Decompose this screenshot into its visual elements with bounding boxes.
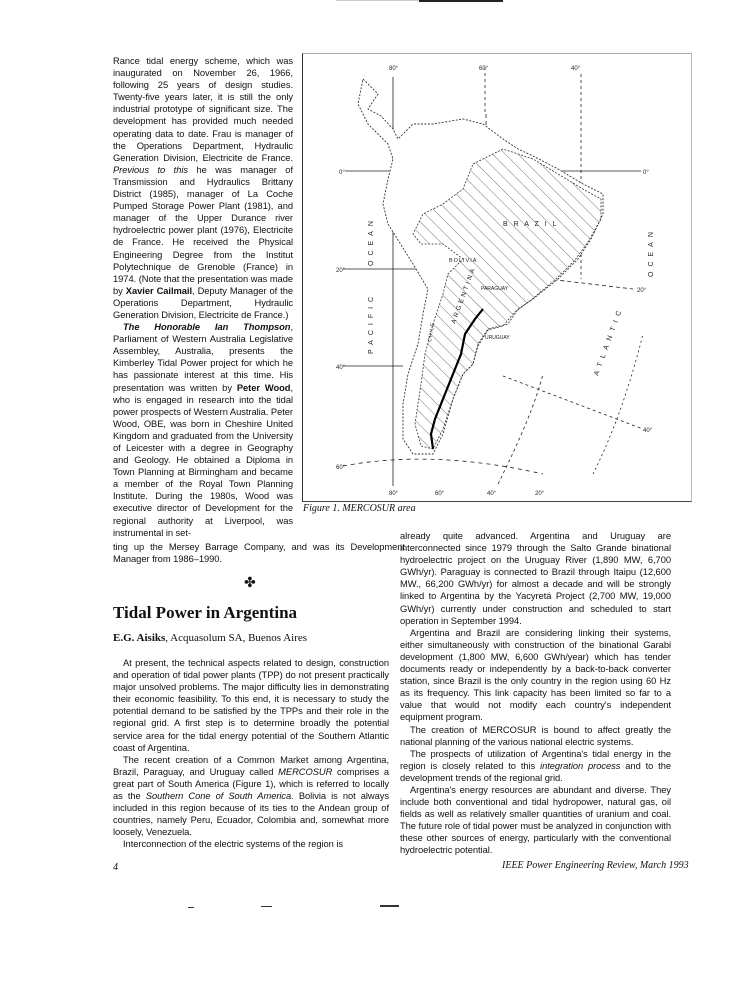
page-number: 4 (113, 862, 118, 873)
lat-label: 40° (336, 365, 346, 371)
lat-label: 0° (643, 170, 649, 176)
scan-edge-mark (336, 0, 419, 1)
lon-label: 20° (535, 491, 545, 497)
ocean-label-atlantic: ATLANTIC (593, 305, 625, 377)
bio-paragraph-frau: Rance tidal energy scheme, which was inaugurated on November 26, 1966, following 25 years of design studies. Twenty-five years later, it is still the only industrial prototype of significant size. The development has provided much needed operating data to date. Frau is manager of the Operations Department, Hydraulic Generation Division, Electricite de France. Previous to this he was manager of Transmission and Hydraulics Brittany District (1985), manager of La Coche Pumped Storage Power Plant (1981), and manager of the Upper Durance river hydroelectric power plant (1976), Electricite de France. He received the Physical Engineering Degree from the Institut Polytechnique de Grenoble (France) in 1974. (Note that the presentation was made by Xavier Cailmail, Deputy Manager of the Operations Department, Hydraulic Generation Division, Electricite de France.) (113, 56, 293, 320)
scan-edge-mark (261, 906, 272, 907)
bio-column (113, 55, 293, 539)
presenter-name: The Honorable Ian Thompson (123, 322, 291, 333)
lat-label: 0° (339, 170, 345, 176)
article-title: Tidal Power in Argentina (113, 603, 298, 622)
section-ornament: ✤ (244, 574, 256, 590)
paragraph: Argentina's energy resources are abundant and diverse. They include both conventional and tidal hydropower, natural gas, oil fields as well as relatively smaller quantities of uranium and coal. The future role of tidal power must be analyzed in conjunction with these other sources of energy, particularly with the conventional hydroelectric potential. (400, 784, 671, 856)
lat-label: 20° (336, 268, 346, 274)
country-label-chile: CHILE (427, 321, 437, 343)
ocean-label-pacific: PACIFIC (368, 291, 375, 354)
lat-label: 60° (336, 465, 346, 471)
paragraph: already quite advanced. Argentina and Uruguay are interconnected since 1979 through the Salto Grande binational hydroelectric project on the Uruguay River (1,890 MW, 6,700 GWh/yr). Paraguay is connected to Brazil through Itaipu (12,600 MW., 66,200 GWh/yr) for almost a decade and will be strongly linked to Argentina by the Yacyretá Project (2,700 MW, 19,000 GWh/yr) currently under construction and scheduled to start operation in September 1994. (400, 531, 671, 626)
paragraph: At present, the technical aspects related to design, construction and operation of tidal power plants (TPP) do not present practically major unsolved problems. The major difficulty lies in demonstrating their economic feasibility. To this end, it is necessary to study the potential demand to be satisfied by the TPPs and their role in the regional grid. A first step is to determine broadly the potential service area for the tidal energy potential of the Southern Atlantic coast of Argentina. (113, 658, 389, 753)
lon-label: 80° (389, 491, 399, 497)
country-label-brazil: B R A Z I L (503, 221, 559, 228)
scan-edge-mark (188, 907, 194, 908)
map-graphic (303, 54, 691, 501)
bio-paragraph-thompson: The Honorable Ian Thompson, Parliament of Western Australia Legislative Assembley, Australia, presents the Kimberley Tidal Power project for which he has passionate interest at this time. His presentation was written by Peter Wood, who is engaged in research into the tidal power prospects of Western Australia. Peter Wood, OBE, was born in Cheshire United Kingdom and graduated from the University of Leicester with a degree in Geography and Geology. He obtained a Diploma in Town Planning at Birmingham and became a member of the Royal Town Planning Institute. During the 1980s, Wood was executive director of Development for the regional authority at Liverpool, was instrumental in set- (113, 322, 293, 538)
country-label-argentina: ARGENTINA (450, 265, 478, 325)
scan-edge-mark (380, 905, 399, 907)
paragraph: The creation of MERCOSUR is bound to affect greatly the national planning of the various national electric systems. (400, 724, 671, 747)
scan-edge-mark (419, 0, 503, 2)
bio-continuation: ting up the Mersey Barrage Company, and was its Development Manager from 1986–1990. (113, 542, 405, 565)
author-name: Peter Wood (236, 382, 291, 393)
article-left-column (113, 657, 389, 851)
country-label-paraguay: PARAGUAY (481, 286, 509, 292)
lat-label: 20° (637, 288, 647, 294)
figure-caption: Figure 1. MERCOSUR area (303, 503, 416, 514)
lon-label: 40° (487, 491, 497, 497)
lon-label: 60° (479, 66, 489, 72)
byline (113, 631, 307, 645)
country-label-bolivia: BOLIVIA (449, 258, 478, 264)
mercosur-map-figure (302, 53, 692, 502)
paragraph: Argentina and Brazil are considering linking their systems, either simultaneously with construction of the binational Garabi development (1,800 MW, 6,600 GWh/year) which has tender documents ready or independently by a back-to-back converter station, since Brazil is the only country in the region using 60 Hz as its frequency. This link capacity has been limited so far to a value that would not modify each country's independent equipment program. (400, 627, 671, 723)
paragraph: The prospects of utilization of Argentina's tidal energy in the region is closely related to this integration process and to the development trends of the regional grid. (400, 748, 672, 783)
ocean-label-atlantic-ocean: OCEAN (648, 227, 655, 277)
author-name: E.G. Aisiks (113, 632, 166, 644)
journal-footer: IEEE Power Engineering Review, March 1993 (502, 860, 689, 871)
ocean-label-pacific-ocean: OCEAN (368, 216, 375, 266)
paragraph: Interconnection of the electric systems of the region is (123, 839, 344, 850)
article-right-column (400, 530, 671, 857)
lon-label: 60° (435, 491, 445, 497)
presenter-name: Xavier Cailmail (125, 285, 193, 296)
country-label-uruguay: URUGUAY (485, 335, 510, 341)
affiliation: , Acquasolum SA, Buenos Aires (165, 632, 308, 644)
lon-label: 40° (571, 66, 581, 72)
lon-label: 80° (389, 66, 399, 72)
paragraph: The recent creation of a Common Market among Argentina, Brazil, Paraguay, and Uruguay called MERCOSUR comprises a great part of South America (Figure 1), which is referred to locally as the Southern Cone of South America. Bolivia is not always included in this region because of its ties to the Andean group of countries, namely Peru, Ecuador, Colombia and, somewhat more loosely, Venezuela. (113, 754, 390, 838)
lat-label: 40° (643, 428, 653, 434)
